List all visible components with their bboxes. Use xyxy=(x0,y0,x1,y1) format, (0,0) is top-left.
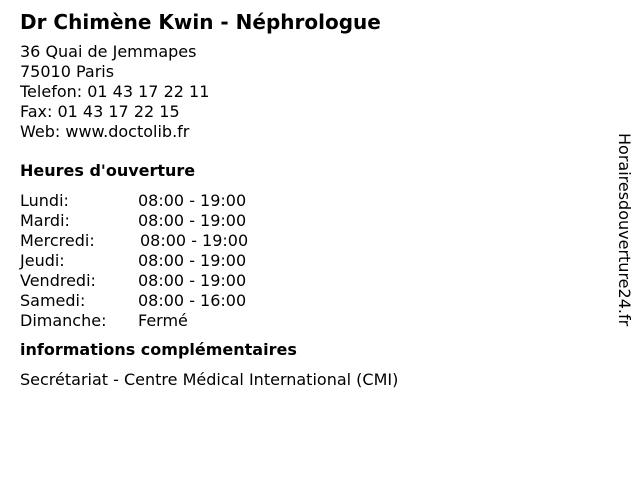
day-hours: 08:00 - 19:00 xyxy=(138,271,247,290)
day-hours: 08:00 - 16:00 xyxy=(138,291,247,310)
day-label: Samedi: xyxy=(20,291,86,310)
hours-row-saturday xyxy=(20,291,600,311)
opening-hours-table xyxy=(20,191,600,331)
additional-info-text: Secrétariat - Centre Médical International (CMI) xyxy=(20,370,399,389)
phone-number: Telefon: 01 43 17 22 11 xyxy=(20,82,210,101)
hours-row-wednesday xyxy=(20,231,600,251)
practitioner-card xyxy=(20,8,600,390)
hours-row-sunday xyxy=(20,311,600,331)
hours-row-monday xyxy=(20,191,600,211)
city-postal: 75010 Paris xyxy=(20,62,115,81)
hours-row-tuesday xyxy=(20,211,600,231)
day-hours: 08:00 - 19:00 xyxy=(138,191,247,210)
page-title: Dr Chimène Kwin - Néphrologue xyxy=(20,10,381,34)
hours-row-thursday xyxy=(20,251,600,271)
day-label: Vendredi: xyxy=(20,271,96,290)
opening-hours-heading: Heures d'ouverture xyxy=(20,161,196,180)
day-label: Mercredi: xyxy=(20,231,95,250)
fax-number: Fax: 01 43 17 22 15 xyxy=(20,102,180,121)
additional-info-heading: informations complémentaires xyxy=(20,340,297,359)
day-hours: 08:00 - 19:00 xyxy=(138,251,247,270)
street-address: 36 Quai de Jemmapes xyxy=(20,42,197,61)
day-label: Mardi: xyxy=(20,211,70,230)
day-hours: 08:00 - 19:00 xyxy=(138,211,247,230)
day-hours: 08:00 - 19:00 xyxy=(140,231,249,250)
hours-row-friday xyxy=(20,271,600,291)
address-block xyxy=(20,42,600,142)
website: Web: www.doctolib.fr xyxy=(20,122,190,141)
day-hours: Fermé xyxy=(138,311,188,330)
day-label: Lundi: xyxy=(20,191,69,210)
day-label: Dimanche: xyxy=(20,311,107,330)
site-watermark: Horairesdouverture24.fr xyxy=(615,133,634,327)
day-label: Jeudi: xyxy=(20,251,65,270)
